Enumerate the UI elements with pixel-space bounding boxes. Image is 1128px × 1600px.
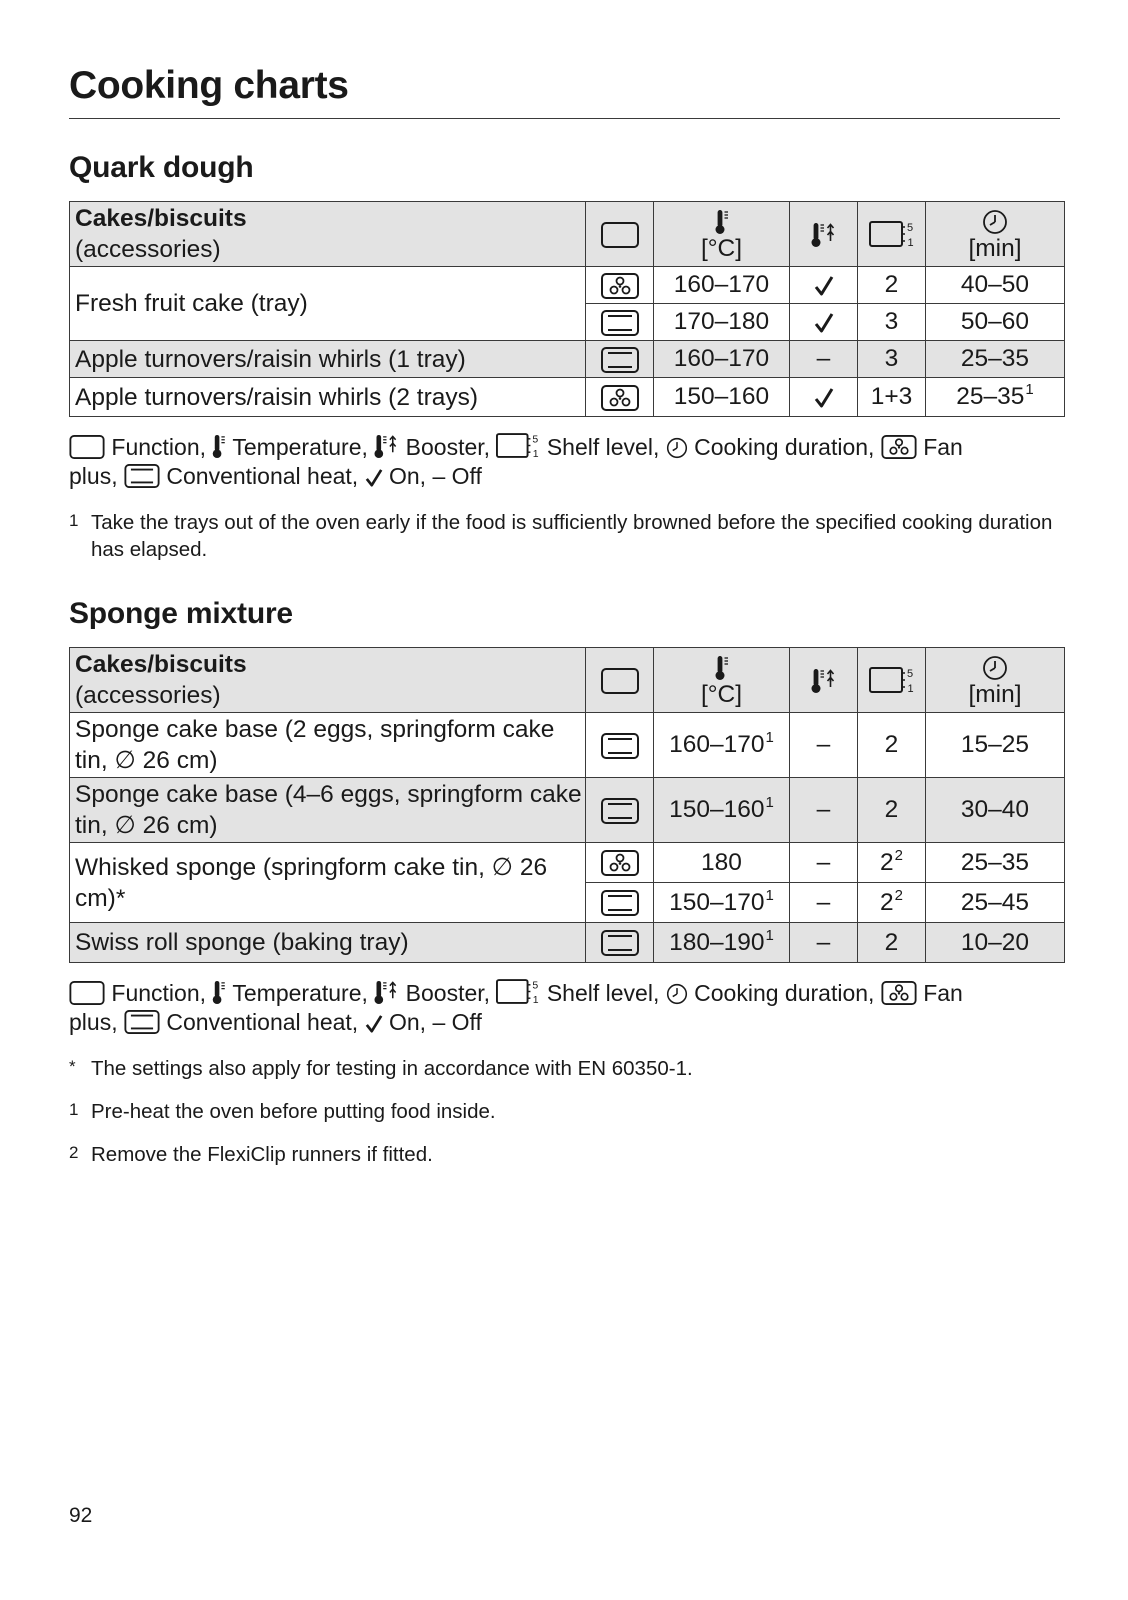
temp-cell: 160–170 bbox=[654, 341, 790, 378]
conventional-heat-icon bbox=[601, 733, 639, 759]
function-cell bbox=[586, 341, 654, 378]
header-booster bbox=[790, 202, 858, 267]
footnote-ref: 1 bbox=[765, 794, 774, 811]
check-icon bbox=[814, 275, 834, 297]
shelf-cell: 2 bbox=[858, 923, 926, 963]
table-header-row bbox=[70, 202, 1065, 267]
booster-cell: – bbox=[790, 778, 858, 843]
time-cell: 25–35 bbox=[926, 843, 1065, 883]
time-value: 25–35 bbox=[956, 383, 1025, 410]
legend-conventional: Conventional heat, bbox=[166, 1009, 359, 1035]
food-cell: Sponge cake base (4–6 eggs, springform cake tin, ∅ 26 cm) bbox=[70, 778, 586, 843]
booster-cell: – bbox=[790, 713, 858, 778]
shelf-cell: 3 bbox=[858, 341, 926, 378]
header-food bbox=[70, 648, 586, 713]
legend-quark bbox=[69, 432, 1064, 491]
footnote-text: The settings also apply for testing in accordance with EN 60350-1. bbox=[91, 1057, 693, 1080]
footnote-mark: 1 bbox=[69, 511, 79, 530]
shelf-cell bbox=[858, 883, 926, 923]
shelf-level-icon bbox=[496, 978, 540, 1005]
temp-cell bbox=[654, 883, 790, 923]
check-icon bbox=[814, 312, 834, 334]
fan-plus-icon bbox=[881, 435, 917, 459]
time-cell: 10–20 bbox=[926, 923, 1065, 963]
conventional-heat-icon bbox=[601, 798, 639, 824]
quark-table bbox=[69, 201, 1065, 417]
footnote-ref: 2 bbox=[894, 846, 903, 864]
shelf-level-icon bbox=[869, 666, 915, 694]
legend-function: Function, bbox=[111, 434, 206, 460]
function-icon bbox=[69, 981, 105, 1005]
table-row bbox=[70, 267, 1065, 304]
booster-icon bbox=[374, 434, 399, 459]
footnote-ref: 1 bbox=[1025, 381, 1034, 398]
legend-fan: Fan bbox=[923, 434, 963, 460]
fan-plus-icon bbox=[601, 385, 639, 411]
legend-on: On, bbox=[388, 1009, 427, 1035]
conventional-heat-icon bbox=[601, 890, 639, 916]
clock-icon bbox=[982, 655, 1008, 681]
header-duration bbox=[926, 202, 1065, 267]
legend-off: Off bbox=[451, 463, 482, 489]
temp-cell bbox=[654, 923, 790, 963]
shelf-cell: 3 bbox=[858, 304, 926, 341]
header-food-label: Cakes/biscuits bbox=[75, 205, 247, 232]
temp-cell: 170–180 bbox=[654, 304, 790, 341]
table-row bbox=[70, 341, 1065, 378]
fan-plus-icon bbox=[601, 850, 639, 876]
temperature-icon bbox=[715, 655, 729, 681]
temp-value: 160–170 bbox=[669, 731, 765, 758]
booster-cell: – bbox=[790, 341, 858, 378]
function-cell bbox=[586, 778, 654, 843]
header-food bbox=[70, 202, 586, 267]
legend-duration: Cooking duration, bbox=[694, 434, 875, 460]
booster-icon bbox=[374, 980, 399, 1005]
function-icon bbox=[601, 222, 639, 248]
booster-cell: – bbox=[790, 843, 858, 883]
footnote bbox=[69, 509, 1064, 563]
check-icon bbox=[365, 1014, 383, 1034]
conventional-heat-icon bbox=[601, 347, 639, 373]
page bbox=[69, 0, 1064, 1168]
table-row bbox=[70, 378, 1065, 417]
legend-off-symbol: – bbox=[432, 1009, 446, 1035]
temp-value: 150–160 bbox=[669, 796, 765, 823]
fan-plus-icon bbox=[601, 273, 639, 299]
table-row bbox=[70, 923, 1065, 963]
conventional-heat-icon bbox=[601, 310, 639, 336]
function-cell bbox=[586, 378, 654, 417]
function-icon bbox=[69, 435, 105, 459]
legend-booster: Booster, bbox=[405, 980, 491, 1006]
temperature-icon bbox=[212, 980, 226, 1005]
temp-cell bbox=[654, 778, 790, 843]
conventional-heat-icon bbox=[124, 464, 160, 488]
check-icon bbox=[365, 468, 383, 488]
function-cell bbox=[586, 713, 654, 778]
legend-fan: Fan bbox=[923, 980, 963, 1006]
shelf-cell: 2 bbox=[858, 267, 926, 304]
shelf-value: 2 bbox=[880, 848, 894, 876]
sponge-table bbox=[69, 647, 1065, 963]
temp-cell bbox=[654, 713, 790, 778]
footnote-mark: * bbox=[69, 1057, 76, 1076]
shelf-value: 2 bbox=[880, 888, 894, 916]
booster-cell bbox=[790, 378, 858, 417]
temp-cell: 160–170 bbox=[654, 267, 790, 304]
clock-icon bbox=[666, 437, 688, 459]
header-temperature bbox=[654, 202, 790, 267]
time-cell: 50–60 bbox=[926, 304, 1065, 341]
temp-unit: [°C] bbox=[700, 235, 743, 262]
header-food-sub: (accessories) bbox=[75, 236, 221, 263]
footnote bbox=[69, 1098, 1064, 1125]
time-cell bbox=[926, 378, 1065, 417]
conventional-heat-icon bbox=[601, 930, 639, 956]
time-unit: [min] bbox=[968, 681, 1022, 708]
header-shelf bbox=[858, 648, 926, 713]
legend-off-symbol: – bbox=[432, 463, 446, 489]
temp-value: 150–170 bbox=[669, 888, 765, 916]
title-divider bbox=[69, 118, 1060, 119]
temperature-icon bbox=[715, 209, 729, 235]
legend-plus: plus, bbox=[69, 1009, 118, 1035]
footnote-mark: 1 bbox=[69, 1100, 79, 1119]
time-cell: 30–40 bbox=[926, 778, 1065, 843]
legend-conventional: Conventional heat, bbox=[166, 463, 359, 489]
temperature-icon bbox=[212, 434, 226, 459]
header-booster bbox=[790, 648, 858, 713]
function-icon bbox=[601, 668, 639, 694]
food-cell: Apple turnovers/raisin whirls (1 tray) bbox=[70, 341, 586, 378]
time-cell: 15–25 bbox=[926, 713, 1065, 778]
booster-cell bbox=[790, 304, 858, 341]
table-header-row bbox=[70, 648, 1065, 713]
footnote-text: Pre-heat the oven before putting food inside. bbox=[91, 1100, 496, 1123]
footnote-ref: 1 bbox=[765, 926, 774, 944]
food-cell: Whisked sponge (springform cake tin, ∅ 26 cm)* bbox=[70, 843, 586, 923]
shelf-level-icon bbox=[496, 432, 540, 459]
booster-icon bbox=[811, 668, 837, 694]
footnote-ref: 2 bbox=[894, 886, 903, 904]
header-function bbox=[586, 648, 654, 713]
header-shelf bbox=[858, 202, 926, 267]
section-title-quark: Quark dough bbox=[69, 151, 254, 184]
function-cell bbox=[586, 883, 654, 923]
legend-shelf: Shelf level, bbox=[546, 434, 660, 460]
booster-cell: – bbox=[790, 883, 858, 923]
legend-duration: Cooking duration, bbox=[694, 980, 875, 1006]
shelf-cell: 2 bbox=[858, 713, 926, 778]
shelf-cell: 2 bbox=[858, 778, 926, 843]
page-title: Cooking charts bbox=[69, 64, 349, 107]
footnote-mark: 2 bbox=[69, 1143, 79, 1162]
food-cell: Sponge cake base (2 eggs, springform cake tin, ∅ 26 cm) bbox=[70, 713, 586, 778]
check-icon bbox=[814, 387, 834, 409]
header-food-label: Cakes/biscuits bbox=[75, 651, 247, 678]
legend-sponge bbox=[69, 978, 1064, 1037]
shelf-cell bbox=[858, 843, 926, 883]
legend-on: On, bbox=[388, 463, 427, 489]
table-row bbox=[70, 713, 1065, 778]
temp-cell: 180 bbox=[654, 843, 790, 883]
legend-booster: Booster, bbox=[405, 434, 491, 460]
table-row bbox=[70, 843, 1065, 883]
footnote-text: Take the trays out of the oven early if the food is sufficiently browned before the specified cooking duration has elapsed. bbox=[91, 511, 1053, 561]
page-number: 92 bbox=[69, 1504, 93, 1527]
legend-shelf: Shelf level, bbox=[546, 980, 660, 1006]
table-row bbox=[70, 778, 1065, 843]
food-cell: Swiss roll sponge (baking tray) bbox=[70, 923, 586, 963]
footnote-ref: 1 bbox=[765, 886, 774, 904]
temp-cell: 150–160 bbox=[654, 378, 790, 417]
legend-off: Off bbox=[451, 1009, 482, 1035]
footnote bbox=[69, 1141, 1064, 1168]
time-cell: 40–50 bbox=[926, 267, 1065, 304]
function-cell bbox=[586, 267, 654, 304]
shelf-level-icon bbox=[869, 220, 915, 248]
time-cell: 25–45 bbox=[926, 883, 1065, 923]
section-title-sponge: Sponge mixture bbox=[69, 597, 293, 630]
temp-value: 180–190 bbox=[669, 928, 765, 956]
booster-icon bbox=[811, 222, 837, 248]
footnote-text: Remove the FlexiClip runners if fitted. bbox=[91, 1143, 433, 1166]
fan-plus-icon bbox=[881, 981, 917, 1005]
legend-plus: plus, bbox=[69, 463, 118, 489]
header-duration bbox=[926, 648, 1065, 713]
header-food-sub: (accessories) bbox=[75, 682, 221, 709]
booster-cell bbox=[790, 267, 858, 304]
booster-cell: – bbox=[790, 923, 858, 963]
conventional-heat-icon bbox=[124, 1010, 160, 1034]
header-temperature bbox=[654, 648, 790, 713]
food-cell: Apple turnovers/raisin whirls (2 trays) bbox=[70, 378, 586, 417]
shelf-cell: 1+3 bbox=[858, 378, 926, 417]
legend-function: Function, bbox=[111, 980, 206, 1006]
legend-temperature: Temperature, bbox=[232, 980, 368, 1006]
header-function bbox=[586, 202, 654, 267]
food-cell: Fresh fruit cake (tray) bbox=[70, 267, 586, 341]
footnote bbox=[69, 1055, 1064, 1082]
function-cell bbox=[586, 304, 654, 341]
legend-temperature: Temperature, bbox=[232, 434, 368, 460]
footnote-ref: 1 bbox=[765, 729, 774, 746]
temp-unit: [°C] bbox=[700, 681, 743, 708]
time-unit: [min] bbox=[968, 235, 1022, 262]
function-cell bbox=[586, 923, 654, 963]
time-cell: 25–35 bbox=[926, 341, 1065, 378]
function-cell bbox=[586, 843, 654, 883]
clock-icon bbox=[666, 983, 688, 1005]
clock-icon bbox=[982, 209, 1008, 235]
